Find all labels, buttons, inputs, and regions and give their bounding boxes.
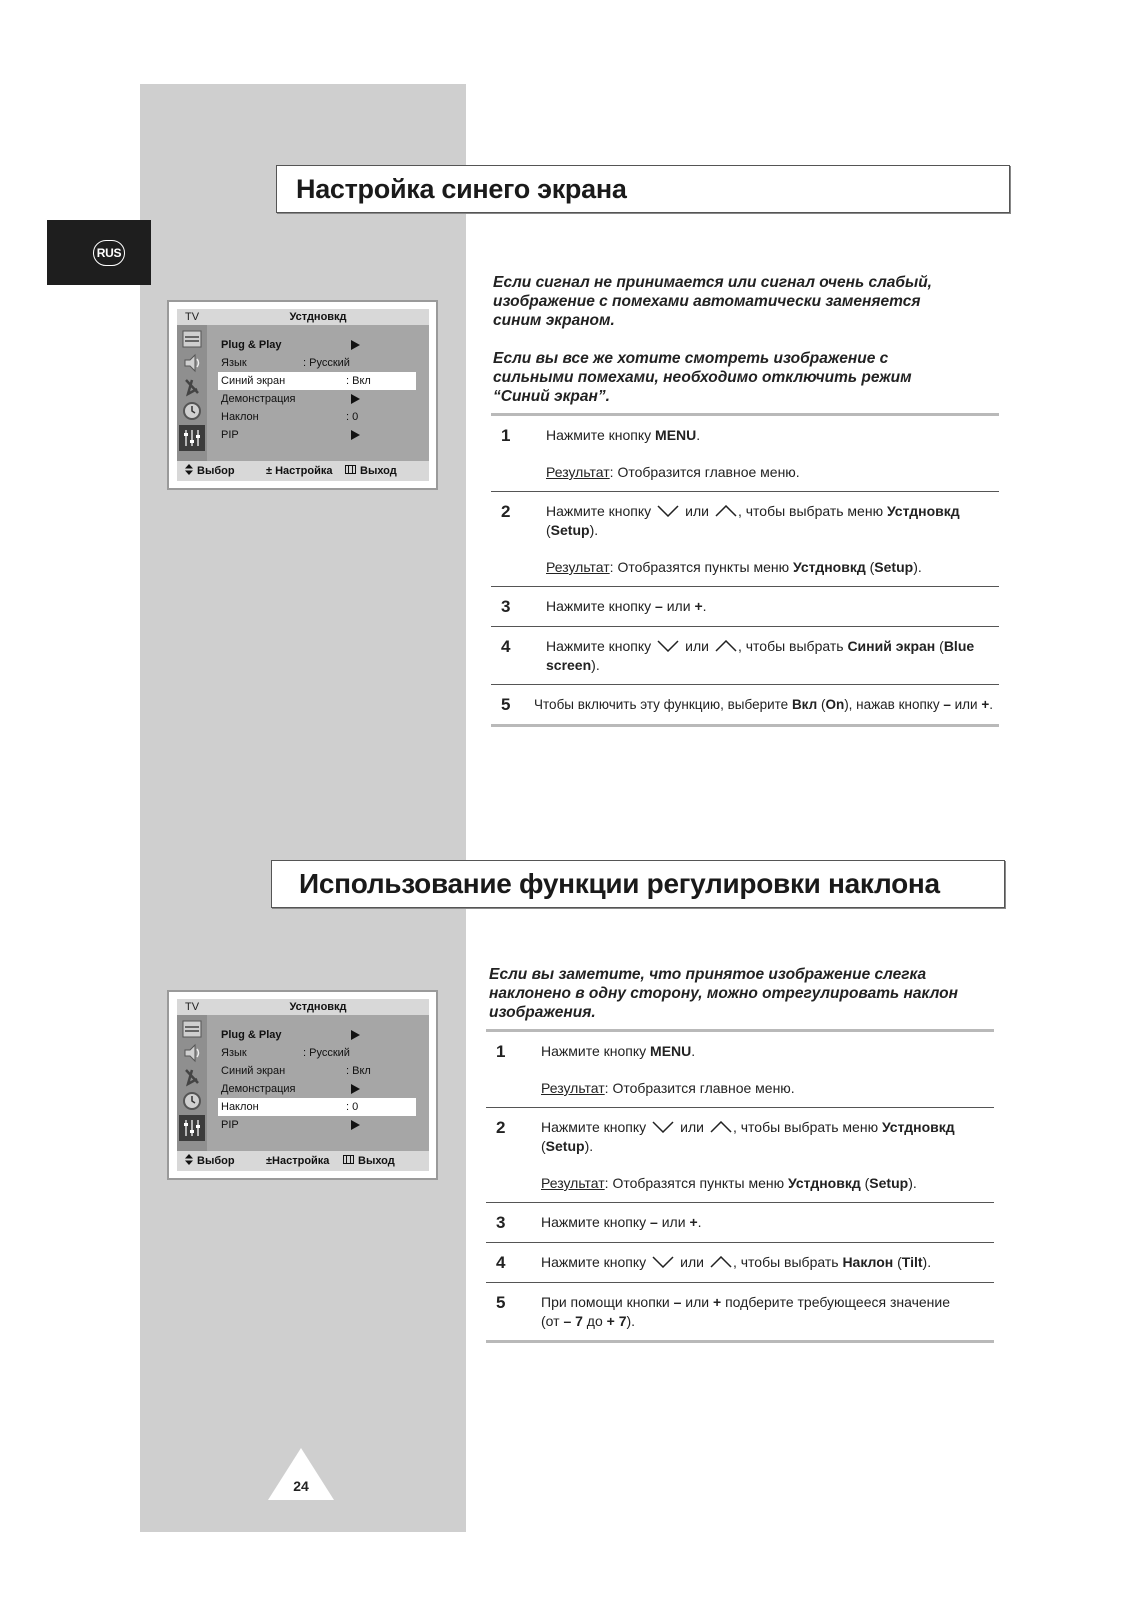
submenu-arrow-icon (351, 1084, 360, 1094)
submenu-arrow-icon (351, 340, 360, 350)
select-hint: Выбор (185, 1151, 235, 1171)
step-4: 4 Нажмите кнопку или , чтобы выбрать Наклон (Tilt). (486, 1243, 994, 1283)
menu-tv-label: TV (177, 309, 207, 325)
down-arrow-icon (657, 505, 679, 517)
sound-icon (181, 353, 203, 373)
adjust-hint: ± Настройка (266, 465, 333, 477)
menu-item-demo: Демонстрация (218, 1080, 416, 1098)
updown-icon (185, 1154, 193, 1165)
tv-menu-illustration-1 (167, 300, 438, 490)
steps-list-2 (486, 1029, 994, 1343)
menu-item-list (218, 336, 416, 444)
menu-item-blue-screen-selected: Синий экран : Вкл (218, 372, 416, 390)
updown-icon (185, 464, 193, 475)
menu-header: Устдновкд (207, 999, 429, 1015)
menu-button-icon (343, 1155, 354, 1164)
step-5: 5 Чтобы включить эту функцию, выберите Вкл (On), нажав кнопку – или +. (501, 695, 993, 714)
clock-icon (181, 1091, 203, 1111)
intro-text-2: Если вы заметите, что принятое изображение слегка наклонено в одну сторону, можно отрегулировать наклон изображения. (489, 966, 958, 1021)
down-arrow-icon (657, 640, 679, 652)
menu-item-pip: PIP (218, 1116, 416, 1134)
step-3: 3 Нажмите кнопку – или +. (486, 1203, 994, 1243)
menu-tv-label: TV (177, 999, 207, 1015)
sound-icon (181, 1043, 203, 1063)
step-5: 5 При помощи кнопки – или + подберите требующееся значение (от – 7 до + 7). (496, 1293, 950, 1329)
exit-hint: Выход (345, 461, 397, 481)
picture-icon (181, 1019, 203, 1039)
tv-menu-illustration-2 (167, 990, 438, 1180)
menu-item-list (218, 1026, 416, 1134)
channel-icon (181, 1067, 203, 1087)
menu-item-language: Язык : Русский (221, 357, 350, 369)
step-4: 4 Нажмите кнопку или , чтобы выбрать Синий экран (Blue screen). (491, 627, 999, 685)
up-arrow-icon (710, 1256, 732, 1268)
menu-icon-column (177, 325, 207, 461)
select-hint: Выбор (185, 461, 235, 481)
submenu-arrow-icon (351, 394, 360, 404)
step-2: 2 Нажмите кнопку или , чтобы выбрать меню Устдновкд (Setup). Результат: Отобразятся пункты меню Устдновкд (Setup). (491, 492, 999, 587)
menu-item-demo: Демонстрация (218, 390, 416, 408)
submenu-arrow-icon (351, 1120, 360, 1130)
language-badge: RUS (93, 240, 125, 266)
menu-icon-column (177, 1015, 207, 1151)
submenu-arrow-icon (351, 430, 360, 440)
menu-header: Устдновкд (207, 309, 429, 325)
up-arrow-icon (715, 640, 737, 652)
step-3: 3 Нажмите кнопку – или +. (491, 587, 999, 627)
section-title-blue-screen: Настройка синего экрана (276, 165, 1010, 213)
menu-footer (177, 461, 429, 481)
setup-icon (179, 1115, 205, 1141)
exit-hint: Выход (343, 1151, 395, 1171)
step-1: 1 Нажмите кнопку MENU. Результат: Отобразится главное меню. (486, 1032, 994, 1108)
page-number: 24 (293, 1478, 309, 1494)
menu-item-blue-screen: Синий экран : Вкл (221, 1065, 371, 1077)
menu-button-icon (345, 465, 356, 474)
menu-item-tilt: Наклон : 0 (221, 411, 359, 423)
step-2: 2 Нажмите кнопку или , чтобы выбрать меню Устдновкд (Setup). Результат: Отобразятся пункты меню Устдновкд (Setup). (486, 1108, 994, 1203)
submenu-arrow-icon (351, 1030, 360, 1040)
menu-item-tilt-selected: Наклон : 0 (218, 1098, 416, 1116)
channel-icon (181, 377, 203, 397)
section-title-tilt: Использование функции регулировки наклона (271, 860, 1005, 908)
up-arrow-icon (715, 505, 737, 517)
intro-text-1: Если сигнал не принимается или сигнал очень слабый, изображение с помехами автоматически заменяется синим экраном. Если вы все же хотите смотреть изображение с сильными помехами, необходимо отключить режим “Синий экран”. (493, 274, 932, 405)
down-arrow-icon (652, 1256, 674, 1268)
menu-item-pip: PIP (218, 426, 416, 444)
menu-item-plug-play: Plug & Play (218, 336, 416, 354)
adjust-hint: ±Настройка (266, 1155, 330, 1167)
up-arrow-icon (710, 1121, 732, 1133)
step-1: 1 Нажмите кнопку MENU. Результат: Отобразится главное меню. (491, 416, 999, 492)
menu-item-plug-play: Plug & Play (218, 1026, 416, 1044)
menu-footer (177, 1151, 429, 1171)
clock-icon (181, 401, 203, 421)
picture-icon (181, 329, 203, 349)
steps-list-1 (491, 413, 999, 727)
down-arrow-icon (652, 1121, 674, 1133)
setup-icon (179, 425, 205, 451)
menu-item-language: Язык : Русский (221, 1047, 350, 1059)
